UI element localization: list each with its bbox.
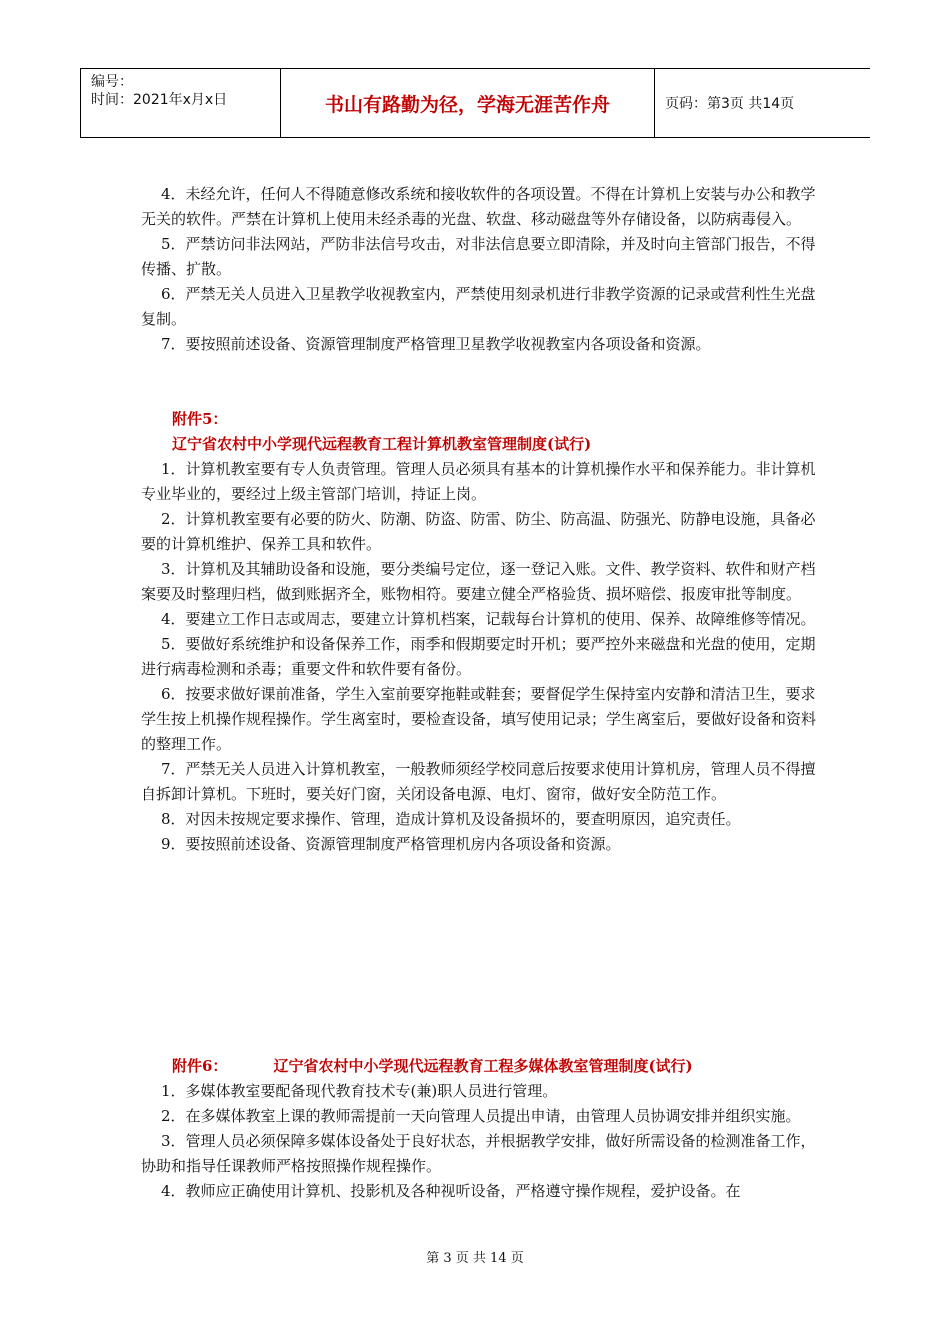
header-page-label: 页码：第3页 共14页 (665, 96, 795, 112)
annex5-title: 辽宁省农村中小学现代远程教育工程计算机教室管理制度(试行) (172, 435, 592, 453)
header-motto: 书山有路勤为径，学海无涯苦作舟 (281, 69, 655, 137)
annex6-label: 附件6： (172, 1057, 228, 1075)
list-item: 5．要做好系统维护和设备保养工作，雨季和假期要定时开机；要严控外来磁盘和光盘的使用，定期进行病毒检测和杀毒；重要文件和软件要有备份。 (141, 635, 816, 678)
annex6-heading (141, 1054, 819, 1079)
list-item: 6．按要求做好课前准备，学生入室前要穿拖鞋或鞋套；要督促学生保持室内安静和清洁卫生，要求学生按上机操作规程操作。学生离室时，要检查设备，填写使用记录；学生离室后，要做好设备和资料的整理工作。 (141, 685, 817, 753)
list-item: 2．计算机教室要有必要的防火、防潮、防盗、防雷、防尘、防高温、防强光、防静电设施，具备必要的计算机维护、保养工具和软件。 (141, 510, 816, 553)
list-item: 9．要按照前述设备、资源管理制度严格管理机房内各项设备和资源。 (161, 835, 621, 853)
list-item: 4．未经允许，任何人不得随意修改系统和接收软件的各项设置。不得在计算机上安装与办公和教学无关的软件。严禁在计算机上使用未经杀毒的光盘、软盘、移动磁盘等外存储设备，以防病毒侵入。 (141, 185, 816, 228)
list-item: 3．计算机及其辅助设备和设施，要分类编号定位，逐一登记入账。文件、教学资料、软件和财产档案要及时整理归档，做到账据齐全，账物相符。要建立健全严格验货、损坏赔偿、报废审批等制度。 (141, 560, 816, 603)
list-item: 1．计算机教室要有专人负责管理。管理人员必须具有基本的计算机操作水平和保养能力。非计算机专业毕业的，要经过上级主管部门培训，持证上岗。 (141, 460, 816, 503)
page-footer: 第 3 页 共 14 页 (426, 1251, 524, 1266)
list-item: 8．对因未按规定要求操作、管理，造成计算机及设备损坏的，要查明原因，追究责任。 (161, 810, 741, 828)
top-items (141, 182, 819, 357)
header-meta (80, 69, 281, 137)
annex6-section (141, 1054, 819, 1204)
list-item: 7．要按照前述设备、资源管理制度严格管理卫星教学收视教室内各项设备和资源。 (161, 335, 711, 353)
list-item: 2．在多媒体教室上课的教师需提前一天向管理人员提出申请，由管理人员协调安排并组织实施。 (161, 1107, 801, 1125)
annex5-section (141, 407, 819, 857)
annex6-title: 辽宁省农村中小学现代远程教育工程多媒体教室管理制度(试行) (273, 1057, 693, 1075)
number-label: 编号： (91, 74, 133, 90)
list-item: 3．管理人员必须保障多媒体设备处于良好状态，并根据教学安排，做好所需设备的检测准备工作，协助和指导任课教师严格按照操作规程操作。 (141, 1132, 816, 1175)
list-item: 4．教师应正确使用计算机、投影机及各种视听设备，严格遵守操作规程，爱护设备。在 (161, 1182, 741, 1200)
list-item: 4．要建立工作日志或周志，要建立计算机档案，记载每台计算机的使用、保养、故障维修等情况。 (161, 610, 816, 628)
list-item: 1．多媒体教室要配备现代教育技术专(兼)职人员进行管理。 (161, 1082, 558, 1100)
list-item: 7．严禁无关人员进入计算机教室，一般教师须经学校同意后按要求使用计算机房，管理人员不得擅自拆卸计算机。下班时，要关好门窗，关闭设备电源、电灯、窗帘，做好安全防范工作。 (141, 760, 816, 803)
page-header (80, 68, 870, 138)
list-item: 6．严禁无关人员进入卫星教学收视教室内，严禁使用刻录机进行非教学资源的记录或营利性生光盘复制。 (141, 285, 816, 328)
time-label: 时间：2021年x月x日 (91, 92, 228, 108)
annex5-label: 附件5： (172, 410, 228, 428)
list-item: 5．严禁访问非法网站，严防非法信号攻击，对非法信息要立即清除，并及时向主管部门报告，不得传播、扩散。 (141, 235, 816, 278)
